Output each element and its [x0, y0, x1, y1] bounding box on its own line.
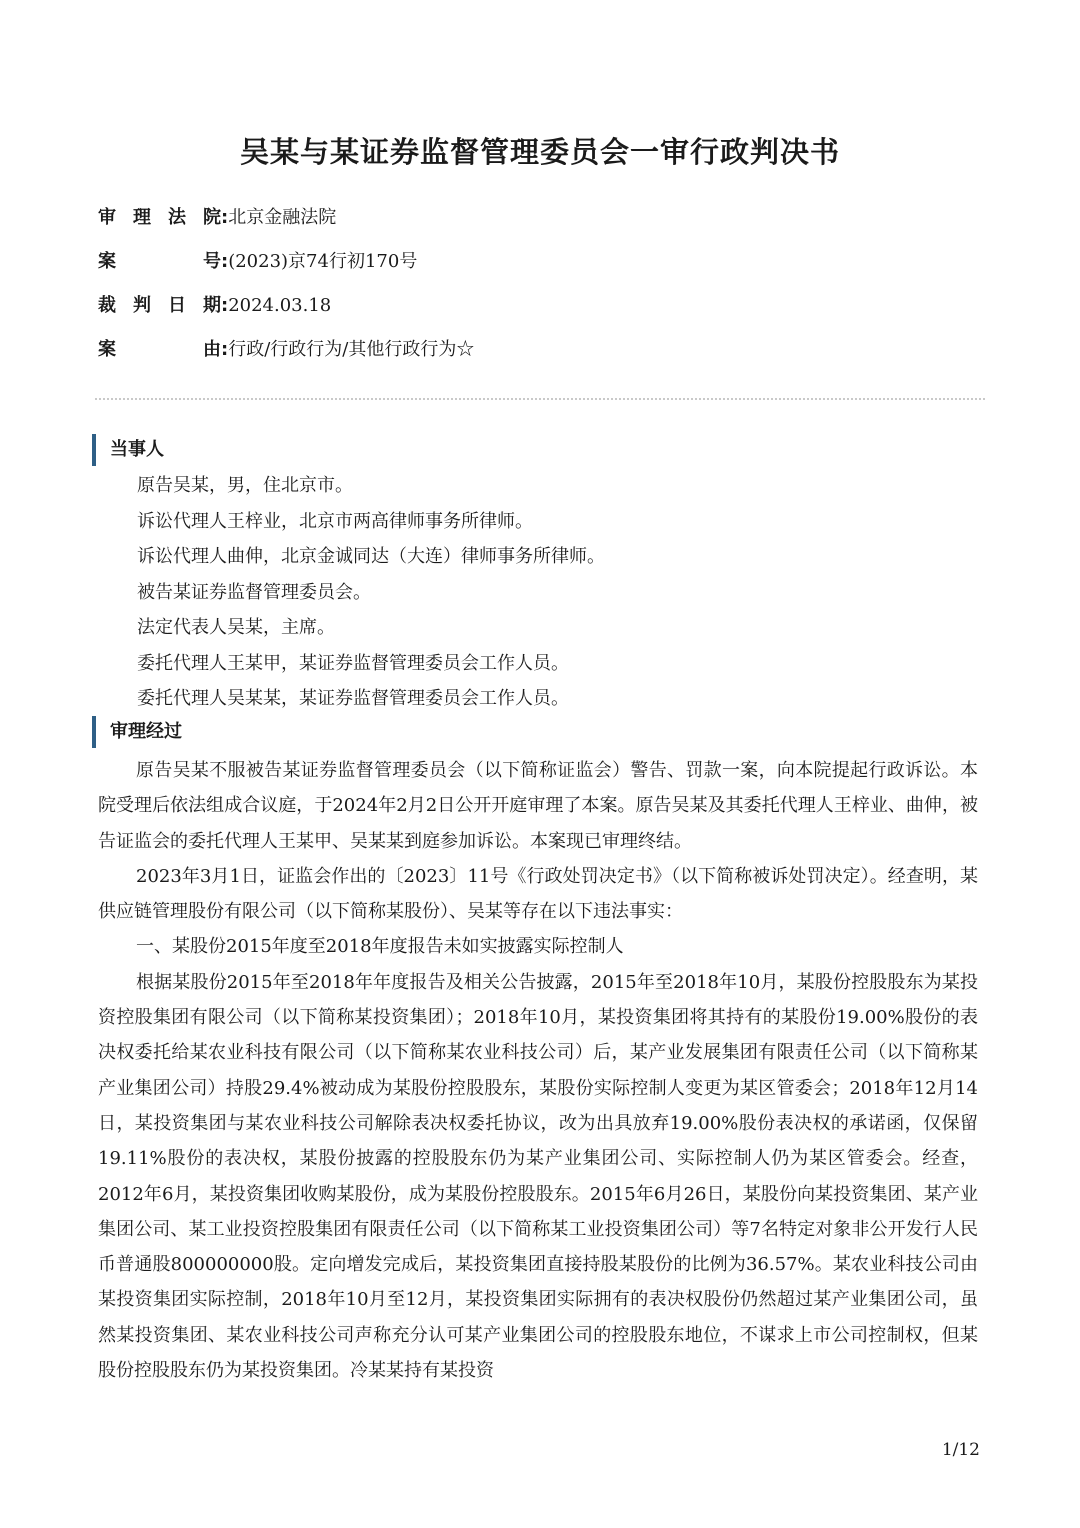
dotted-divider [95, 398, 985, 400]
trial-body [98, 753, 978, 1388]
meta-key-case-number: 案 号 [98, 251, 221, 272]
meta-key-cause: 案 由 [98, 339, 221, 360]
document-title: 吴某与某证券监督管理委员会一审行政判决书 [239, 135, 840, 169]
meta-row-case-number [98, 247, 474, 291]
paragraph: 一、某股份2015年度至2018年度报告未如实披露实际控制人 [136, 936, 624, 958]
meta-value-cause: 行政/行政行为/其他行政行为☆ [228, 339, 475, 360]
meta-row-date [98, 291, 474, 335]
meta-key-date: 裁 判 日 期 [98, 295, 221, 316]
meta-colon: : [221, 207, 229, 228]
meta-value-court: 北京金融法院 [228, 207, 337, 228]
party-line: 被告某证券监督管理委员会。 [137, 581, 371, 603]
parties-list [137, 471, 605, 720]
case-meta [98, 203, 474, 379]
party-line: 委托代理人吴某某，某证券监督管理委员会工作人员。 [137, 688, 569, 709]
party-line: 诉讼代理人曲伸，北京金诚同达（大连）律师事务所律师。 [137, 546, 605, 567]
meta-value-date: 2024.03.18 [228, 295, 332, 316]
meta-colon: : [221, 251, 229, 272]
meta-colon: : [221, 339, 229, 360]
meta-row-court [98, 203, 474, 247]
paragraph: 2023年3月1日，证监会作出的〔2023〕11号《行政处罚决定书》（以下简称被诉处罚决定）。经查明，某供应链管理股份有限公司（以下简称某股份）、吴某等存在以下违法事实： [98, 865, 978, 923]
paragraph: 根据某股份2015年至2018年年度报告及相关公告披露，2015年至2018年10月，某股份控股股东为某投资控股集团有限公司（以下简称某投资集团）；2018年10月，某投资集团将其持有的某股份19.00%股份的表决权委托给某农业科技有限公司（以下简称某农业科技公司）后，某产业发展集团有限责任公司（以下简称某产业集团公司）持股29.4%被动成为某股份控股股东，某股份实际控制人变更为某区管委会；2018年12月14日，某投资集团与某农业科技公司解除表决权委托协议，改为出具放弃19.00%股份表决权的承诺函，仅保留19.11%股份的表决权，某股份披露的控股股东仍为某产业集团公司、实际控制人仍为某区管委会。经查，2012年6月，某投资集团收购某股份，成为某股份控股股东。2015年6月26日，某股份向某投资集团、某产业集团公司、某工业投资控股集团有限责任公司（以下简称某工业投资集团公司）等7名特定对象非公开发行人民币普通股800000000股。定向增发完成后，某投资集团直接持股某股份的比例为36.57%。某农业科技公司由某投资集团实际控制，2018年10月至12月，某投资集团实际拥有的表决权股份仍然超过某产业集团公司，虽然某投资集团、某农业科技公司声称充分认可某产业集团公司的控股股东地位，不谋求上市公司控制权，但某股份控股股东仍为某投资集团。冷某某持有某投资 [98, 971, 978, 1382]
meta-value-case-number: (2023)京74行初170号 [228, 251, 418, 272]
meta-row-cause [98, 335, 474, 379]
meta-colon: : [221, 295, 229, 316]
party-line: 法定代表人吴某，主席。 [137, 617, 335, 638]
section-heading-trial: 审理经过 [92, 716, 182, 748]
paragraph: 原告吴某不服被告某证券监督管理委员会（以下简称证监会）警告、罚款一案，向本院提起行政诉讼。本院受理后依法组成合议庭，于2024年2月2日公开开庭审理了本案。原告吴某及其委托代理人王梓业、曲伸，被告证监会的委托代理人王某甲、吴某某到庭参加诉讼。本案现已审理终结。 [98, 760, 978, 852]
meta-key-court: 审 理 法 院 [98, 207, 221, 228]
party-line: 诉讼代理人王梓业，北京市两高律师事务所律师。 [137, 510, 533, 532]
section-heading-parties: 当事人 [92, 434, 164, 466]
page-number: 1/12 [941, 1440, 980, 1460]
party-line: 委托代理人王某甲，某证券监督管理委员会工作人员。 [137, 652, 569, 674]
party-line: 原告吴某，男，住北京市。 [137, 475, 353, 496]
